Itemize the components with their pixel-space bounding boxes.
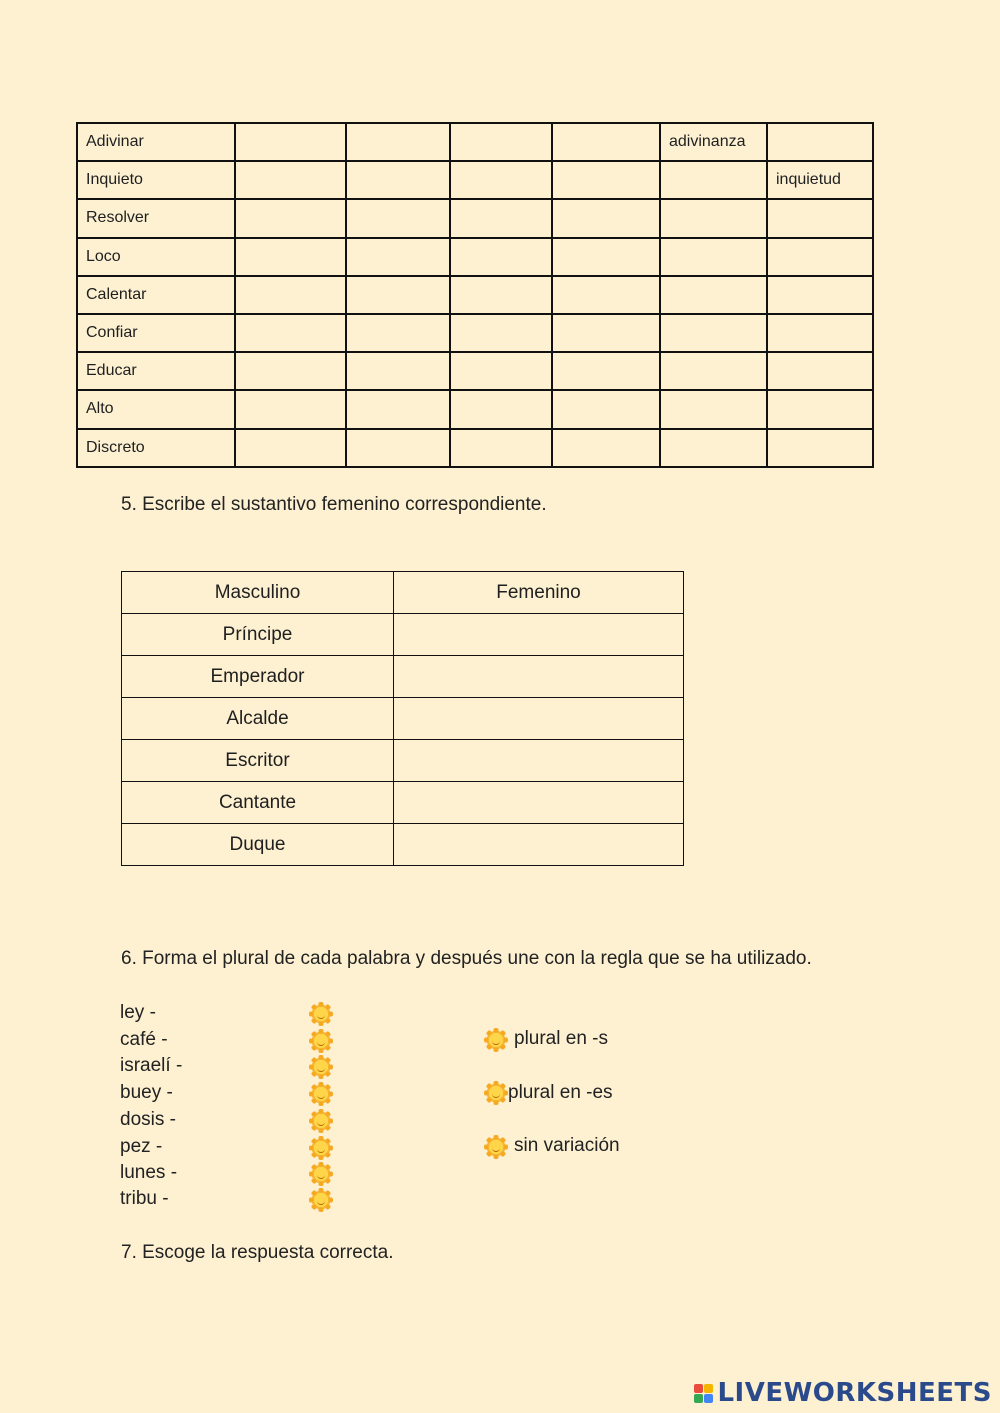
plural-word: dosis - — [120, 1109, 176, 1130]
answer-cell[interactable] — [767, 123, 873, 161]
answer-cell[interactable] — [346, 390, 450, 428]
answer-cell[interactable] — [767, 276, 873, 314]
answer-cell[interactable] — [450, 276, 552, 314]
answer-cell[interactable] — [767, 238, 873, 276]
answer-cell[interactable] — [767, 199, 873, 237]
feminine-answer-cell[interactable] — [394, 698, 684, 740]
answer-cell[interactable] — [552, 429, 660, 467]
rule-sun-icon[interactable] — [485, 1136, 507, 1158]
answer-cell[interactable] — [450, 352, 552, 390]
table-row — [122, 614, 684, 656]
feminine-answer-cell[interactable] — [394, 782, 684, 824]
word-sun-icon[interactable] — [310, 1056, 332, 1078]
answer-cell[interactable] — [660, 238, 767, 276]
word-sun-icon[interactable] — [310, 1110, 332, 1132]
table-row — [122, 824, 684, 866]
rule-sin-variacion: sin variación — [514, 1135, 620, 1156]
answer-cell[interactable] — [660, 429, 767, 467]
answer-cell[interactable] — [552, 390, 660, 428]
base-word-cell: Alto — [77, 390, 235, 428]
question-7: 7. Escoge la respuesta correcta. — [121, 1242, 394, 1263]
answer-cell[interactable] — [235, 199, 346, 237]
answer-cell[interactable] — [767, 314, 873, 352]
answer-cell[interactable] — [450, 161, 552, 199]
answer-cell[interactable] — [552, 199, 660, 237]
rule-sun-icon[interactable] — [485, 1029, 507, 1051]
answer-cell[interactable] — [450, 123, 552, 161]
feminine-answer-cell[interactable] — [394, 824, 684, 866]
word-sun-icon[interactable] — [310, 1030, 332, 1052]
answer-cell[interactable] — [660, 199, 767, 237]
masculine-word-cell: Príncipe — [122, 614, 394, 656]
answer-cell[interactable] — [660, 390, 767, 428]
word-sun-icon[interactable] — [310, 1003, 332, 1025]
word-sun-icon[interactable] — [310, 1083, 332, 1105]
base-word-cell: Inquieto — [77, 161, 235, 199]
table-row — [122, 782, 684, 824]
answer-cell[interactable] — [346, 314, 450, 352]
liveworksheets-logo — [694, 1376, 992, 1410]
table-row — [122, 740, 684, 782]
word-sun-icon[interactable] — [310, 1189, 332, 1211]
base-word-cell: Adivinar — [77, 123, 235, 161]
base-word-cell: Educar — [77, 352, 235, 390]
plural-word: café - — [120, 1029, 168, 1050]
answer-cell[interactable] — [235, 429, 346, 467]
rule-plural-es: plural en -es — [508, 1082, 613, 1103]
answer-cell[interactable] — [552, 123, 660, 161]
table-row — [77, 199, 873, 237]
masculine-word-cell: Alcalde — [122, 698, 394, 740]
answer-cell[interactable] — [235, 276, 346, 314]
table-row — [77, 123, 873, 161]
plural-word: ley - — [120, 1002, 156, 1023]
answer-cell[interactable] — [346, 161, 450, 199]
table-row — [77, 352, 873, 390]
answer-cell[interactable] — [767, 429, 873, 467]
answer-cell[interactable] — [235, 314, 346, 352]
table-row — [122, 698, 684, 740]
answer-cell[interactable] — [660, 314, 767, 352]
plural-word: pez - — [120, 1136, 163, 1157]
answer-cell[interactable] — [235, 390, 346, 428]
answer-cell[interactable] — [346, 352, 450, 390]
plural-word: buey - — [120, 1082, 173, 1103]
base-word-cell: Calentar — [77, 276, 235, 314]
table-row — [77, 161, 873, 199]
answer-cell[interactable] — [552, 161, 660, 199]
question-5: 5. Escribe el sustantivo femenino correspondiente. — [121, 494, 547, 515]
table-row — [122, 656, 684, 698]
word-family-table — [76, 122, 874, 468]
liveworksheets-wordmark: LIVEWORKSHEETS — [717, 1378, 992, 1408]
feminine-answer-cell[interactable] — [394, 614, 684, 656]
answer-cell[interactable] — [346, 429, 450, 467]
answer-cell[interactable] — [346, 238, 450, 276]
feminine-answer-cell[interactable] — [394, 656, 684, 698]
example-answer-cell: adivinanza — [660, 123, 767, 161]
plural-word: tribu - — [120, 1188, 169, 1209]
answer-cell[interactable] — [346, 123, 450, 161]
masculine-word-cell: Escritor — [122, 740, 394, 782]
answer-cell[interactable] — [552, 314, 660, 352]
masculine-word-cell: Cantante — [122, 782, 394, 824]
answer-cell[interactable] — [235, 238, 346, 276]
answer-cell[interactable] — [450, 314, 552, 352]
base-word-cell: Confiar — [77, 314, 235, 352]
masculine-word-cell: Duque — [122, 824, 394, 866]
header-femenino: Femenino — [394, 572, 684, 614]
answer-cell[interactable] — [767, 390, 873, 428]
header-masculino: Masculino — [122, 572, 394, 614]
answer-cell[interactable] — [450, 390, 552, 428]
masculine-word-cell: Emperador — [122, 656, 394, 698]
answer-cell[interactable] — [552, 352, 660, 390]
base-word-cell: Resolver — [77, 199, 235, 237]
word-sun-icon[interactable] — [310, 1137, 332, 1159]
answer-cell[interactable] — [235, 352, 346, 390]
table-row — [77, 238, 873, 276]
table-row — [77, 390, 873, 428]
question-6: 6. Forma el plural de cada palabra y después une con la regla que se ha utilizado. — [121, 948, 812, 969]
table-row — [77, 429, 873, 467]
answer-cell[interactable] — [235, 123, 346, 161]
answer-cell[interactable] — [552, 238, 660, 276]
answer-cell[interactable] — [552, 276, 660, 314]
answer-cell[interactable] — [235, 161, 346, 199]
plural-word: israelí - — [120, 1055, 183, 1076]
table-row — [77, 314, 873, 352]
liveworksheets-mark-icon — [694, 1384, 713, 1403]
answer-cell[interactable] — [450, 199, 552, 237]
answer-cell[interactable] — [450, 238, 552, 276]
feminine-noun-table — [121, 571, 684, 866]
base-word-cell: Discreto — [77, 429, 235, 467]
feminine-answer-cell[interactable] — [394, 740, 684, 782]
word-sun-icon[interactable] — [310, 1163, 332, 1185]
answer-cell[interactable] — [660, 276, 767, 314]
answer-cell[interactable] — [660, 352, 767, 390]
answer-cell[interactable] — [346, 276, 450, 314]
rule-sun-icon[interactable] — [485, 1082, 507, 1104]
answer-cell[interactable] — [450, 429, 552, 467]
rule-plural-s: plural en -s — [514, 1028, 608, 1049]
answer-cell[interactable] — [346, 199, 450, 237]
plural-word: lunes - — [120, 1162, 178, 1183]
base-word-cell: Loco — [77, 238, 235, 276]
answer-cell[interactable] — [660, 161, 767, 199]
example-answer-cell: inquietud — [767, 161, 873, 199]
answer-cell[interactable] — [767, 352, 873, 390]
table-row — [77, 276, 873, 314]
